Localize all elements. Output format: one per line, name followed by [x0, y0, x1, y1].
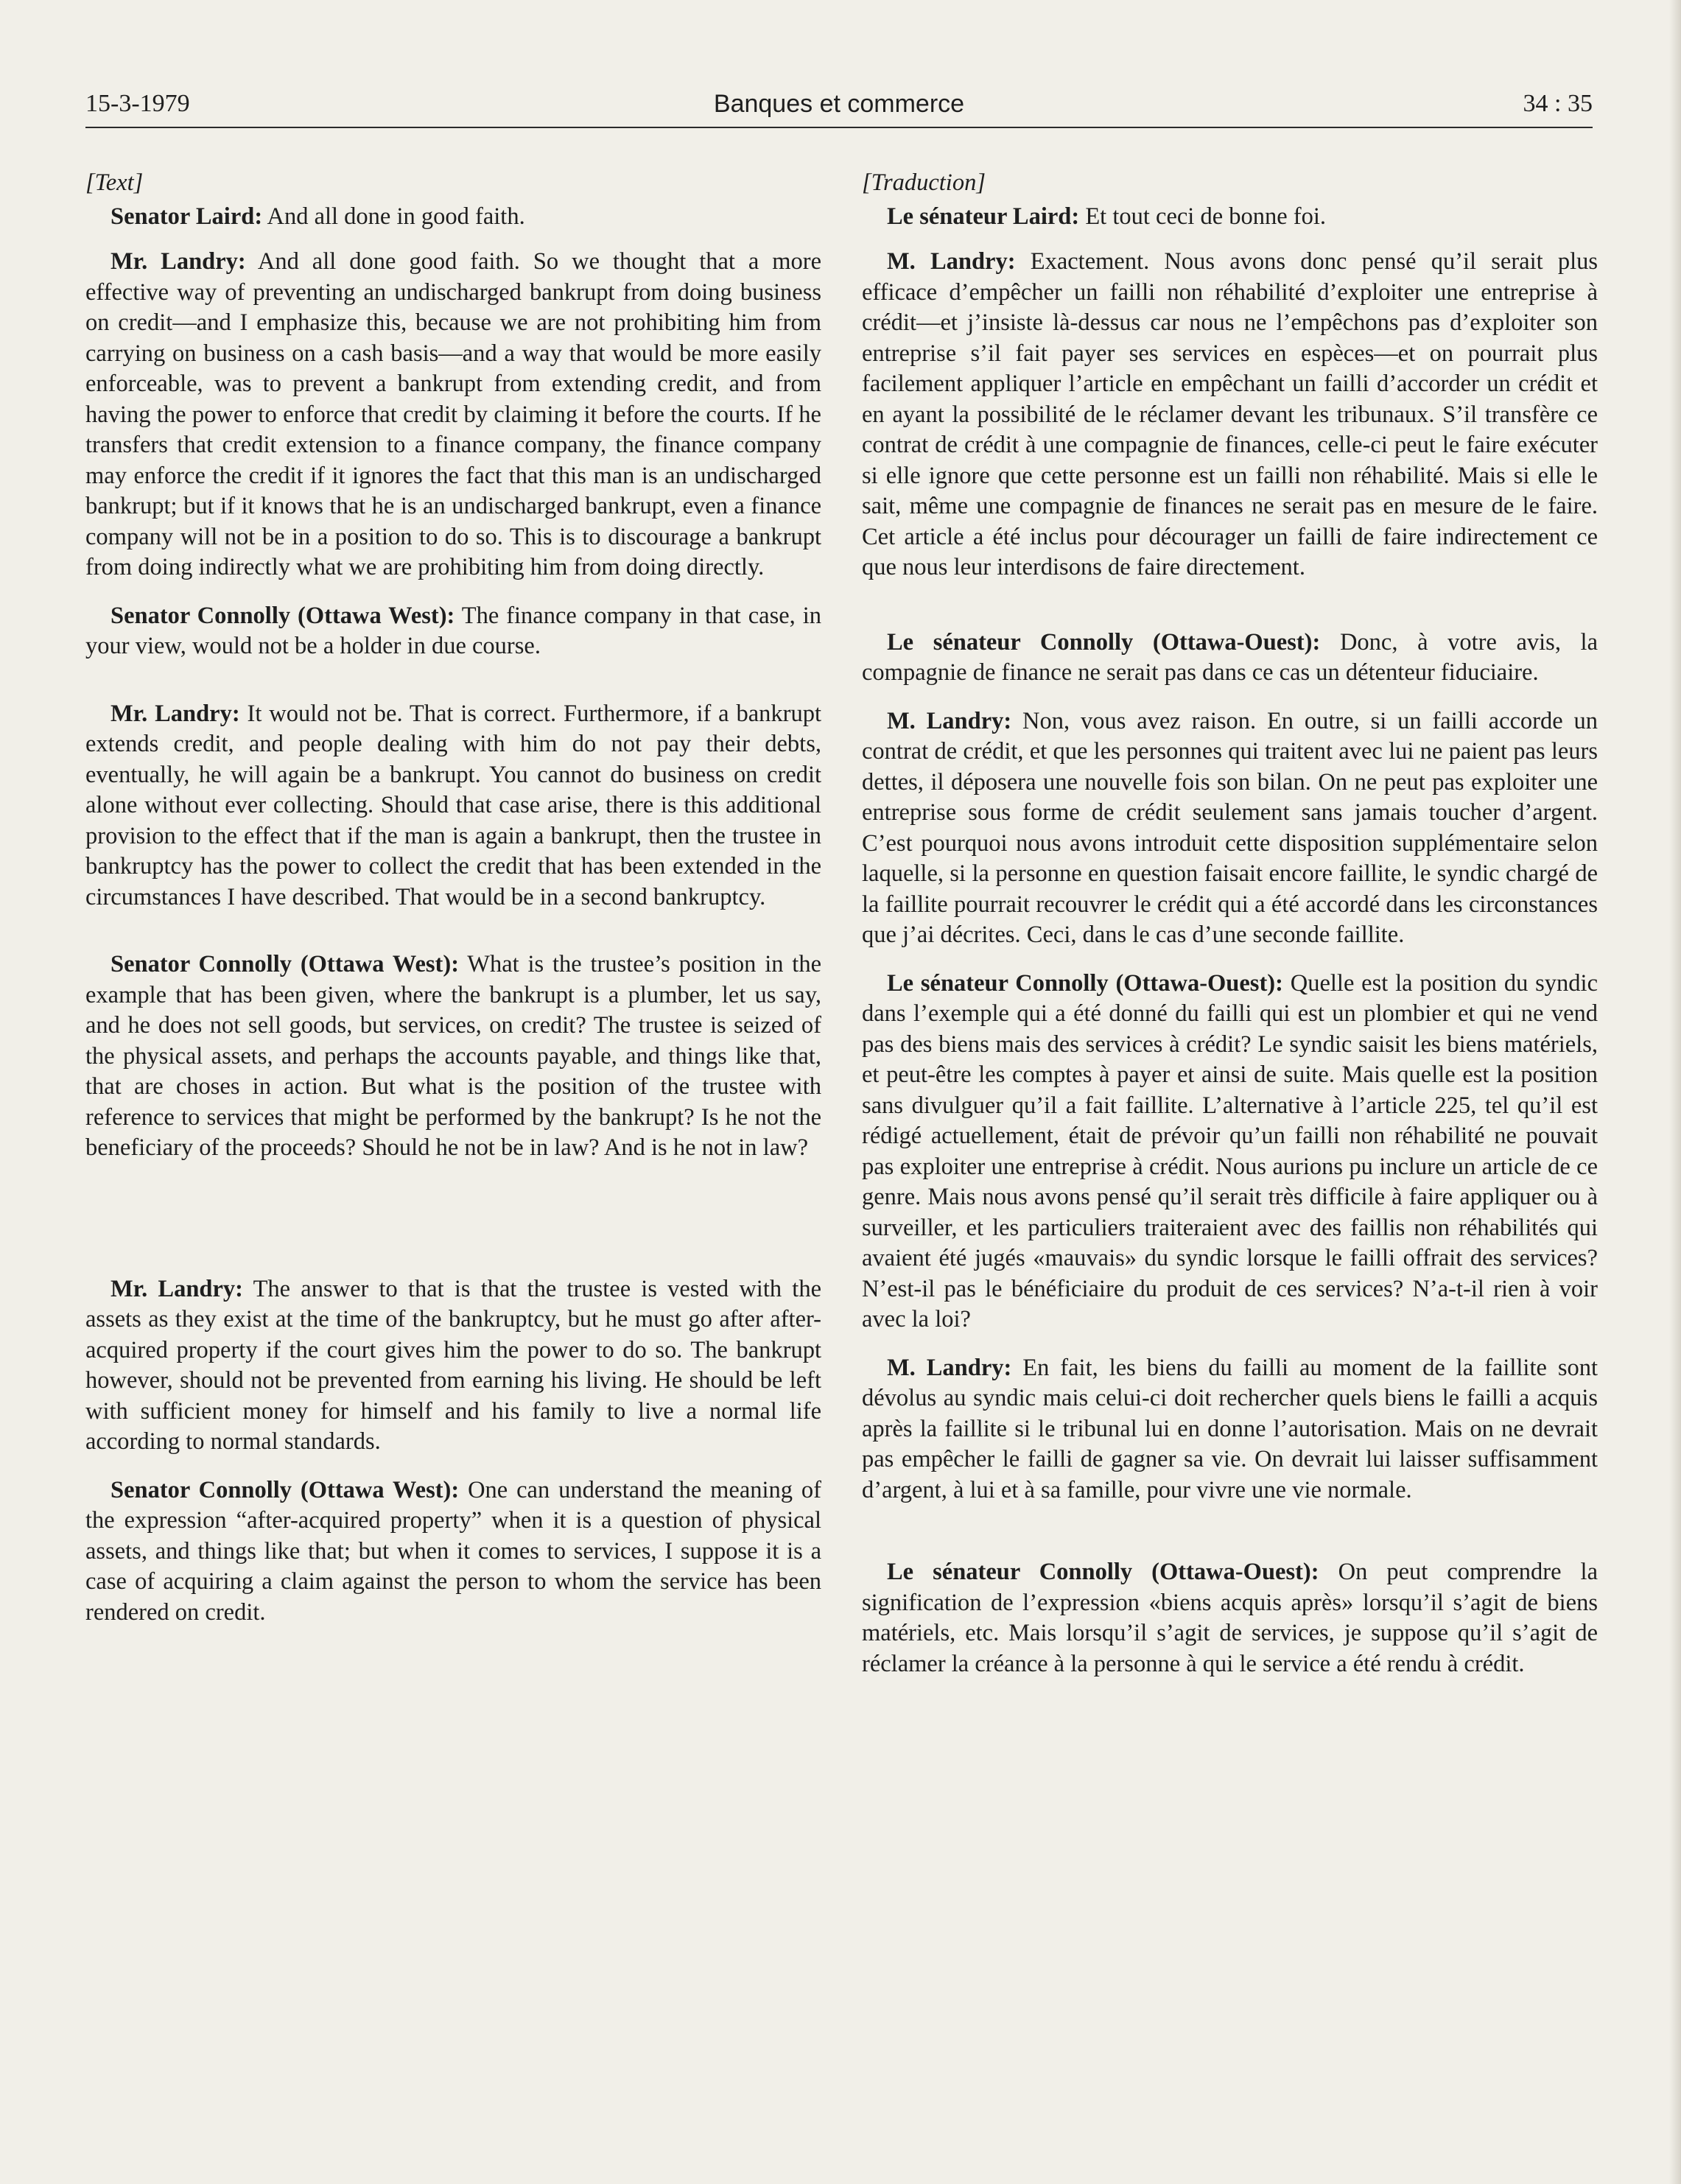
speaker-name: Mr. Landry: [110, 1275, 243, 1302]
left-column-english [85, 168, 821, 1628]
paragraph [862, 628, 1598, 689]
label-close-bracket: ] [133, 169, 144, 196]
paragraph [862, 247, 1598, 583]
paragraph-text: Exactement. Nous avons donc pensé qu’il serait plus efficace d’empêcher un failli non réhabilité d’exploiter une entreprise à crédit—et j’insiste là-dessus car nous ne l’empêchons pas d’exploiter son entreprise s’il fait payer ses services en espèces—et on pourrait plus facilement appliquer l’article en empêchant un failli d’accorder un crédit et en ayant la possibilité de le réclamer devant les tribunaux. S’il transfère ce contrat de crédit à une compagnie de finances, celle-ci peut le faire exécuter si elle ignore que cette personne est un failli non réhabilité. Mais si elle le sait, même une compagnie de finances ne serait pas en mesure de le faire. Cet article a été inclus pour décourager un failli de faire indirectement ce que nous leur interdisons de faire directement. [862, 248, 1598, 580]
speaker-name: Senator Connolly (Ottawa West): [110, 951, 460, 977]
label-text: Text [94, 169, 134, 196]
paragraph-text: Donc, à votre avis, la compagnie de finance ne serait pas dans ce cas un détenteur fiduciaire. [862, 628, 1598, 686]
paragraph [862, 1353, 1598, 1506]
paragraph-text: One can understand the meaning of the expression “after-acquired property” when it is a question of physical assets, and things like that; but when it comes to services, I suppose it is a case of acquiring a claim against the person to whom the service has been rendered on credit. [85, 1476, 821, 1626]
speaker-name: Senator Connolly (Ottawa West): [110, 1476, 460, 1503]
label-text: Traduction [871, 169, 977, 196]
paragraph [85, 949, 821, 1164]
paragraph [862, 706, 1598, 951]
paragraph [85, 699, 821, 913]
page-header [85, 85, 1593, 128]
label-close-bracket: ] [976, 169, 986, 196]
speaker-name: Le sénateur Laird: [887, 203, 1080, 230]
speaker-name: M. Landry: [887, 248, 1016, 275]
speaker-name: Senator Laird: [110, 203, 263, 230]
paragraph-text: The finance company in that case, in your view, would not be a holder in due course. [85, 602, 821, 659]
paragraph-text: The answer to that is that the trustee is vested with the assets as they exist at the time of the bankruptcy, but he must go after after-acquired property if the court gives him the power to do so. The bankrupt however, should not be prevented from earning his living. He should be left with sufficient money for himself and his family to live a normal life according to normal standards. [85, 1275, 821, 1455]
paragraph [85, 202, 821, 233]
paragraph [862, 1557, 1598, 1679]
paragraph-text: Et tout ceci de bonne foi. [1079, 203, 1327, 230]
paragraph [862, 969, 1598, 1335]
paragraph [85, 1475, 821, 1629]
paragraph-text: En fait, les biens du failli au moment de la faillite sont dévolus au syndic mais celui-ci doit rechercher quels biens le failli a acquis après la faillite si le tribunal lui en donne l’autorisation. Mais on ne devrait pas empêcher le failli de gagner sa vie. On devrait lui laisser suffisamment d’argent, à lui et à sa famille, pour vivre une vie normale. [862, 1354, 1598, 1503]
paragraph [85, 601, 821, 662]
right-column-french [862, 168, 1598, 1679]
label-open-bracket: [ [85, 169, 95, 196]
speaker-name: Le sénateur Connolly (Ottawa-Ouest): [887, 969, 1283, 997]
paragraph [862, 202, 1598, 233]
header-title: Banques et commerce [713, 90, 965, 118]
page-edge-shadow [1669, 0, 1681, 2184]
paragraph [85, 247, 821, 583]
paragraph [85, 1274, 821, 1458]
column-label [85, 168, 821, 199]
paragraph-text: On peut comprendre la signification de l’expression «biens acquis après» lorsqu’il s’agit de biens matériels, etc. Mais lorsqu’il s’agit de services, je suppose qu’il s’agit de réclamer la créance à la personne à qui le service a été rendu à crédit. [862, 1559, 1598, 1677]
header-page-number: 34 : 35 [1523, 90, 1593, 117]
label-open-bracket: [ [862, 169, 871, 196]
speaker-name: Le sénateur Connolly (Ottawa-Ouest): [887, 1559, 1319, 1585]
paragraph-text: And all done in good faith. [262, 203, 525, 230]
paragraph-text: Quelle est la position du syndic dans l’exemple qui a été donné du failli qui est un plombier et qui ne vend pas des biens mais des services à crédit? Le syndic saisit les biens matériels, et peut-être les comptes à payer et ainsi de suite. Mais quelle est la position sans divulguer qu’il a fait faillite. L’alternative à l’article 225, tel qu’il est rédigé actuellement, était de prévoir qu’un failli non réhabilité ne pouvait pas exploiter une entreprise à crédit. Nous aurions pu inclure un article de ce genre. Mais nous avons pensé qu’il serait très difficile à faire appliquer ou à surveiller, et les particuliers traiteraient avec des faillis non réhabilités qui avaient été jugés «mauvais» du syndic lorsque le failli offrait des services? N’est-il pas le bénéficiaire du produit de ces services? N’a-t-il rien à voir avec la loi? [862, 969, 1598, 1332]
paragraph-text: Non, vous avez raison. En outre, si un failli accorde un contrat de crédit, et que les personnes qui traitent avec lui ne paient pas leurs dettes, il déposera une nouvelle fois son bilan. On ne peut pas exploiter une entreprise sous forme de crédit seulement sans jamais toucher d’argent. C’est pourquoi nous avons introduit cette disposition supplémentaire selon laquelle, si la personne en question faisait encore faillite, le syndic chargé de la faillite pourrait recouvrer le crédit qui a été accordé dans les circonstances que j’ai décrites. Ceci, dans le cas d’une seconde faillite. [862, 707, 1598, 948]
speaker-name: Senator Connolly (Ottawa West): [110, 602, 455, 629]
paragraph-text: It would not be. That is correct. Furthermore, if a bankrupt extends credit, and people dealing with him do not pay their debts, eventually, he will again be a bankrupt. You cannot do business on credit alone without ever collecting. Should that case arise, there is this additional provision to the effect that if the man is again a bankrupt, then the trustee in bankruptcy has the power to collect the credit that has been extended in the circumstances I have described. That would be in a second bankruptcy. [85, 700, 821, 910]
column-label [862, 168, 1598, 199]
speaker-name: M. Landry: [887, 1354, 1012, 1381]
header-date: 15-3-1979 [85, 90, 190, 117]
speaker-name: M. Landry: [887, 707, 1012, 734]
speaker-name: Mr. Landry: [110, 700, 240, 727]
speaker-name: Le sénateur Connolly (Ottawa-Ouest): [887, 628, 1321, 656]
paragraph-text: And all done good faith. So we thought that a more effective way of preventing an undischarged bankrupt from doing business on credit—and I emphasize this, because we are not prohibiting him from carrying on business on a cash basis—and a way that would be more easily enforceable, was to prevent a bankrupt from extending credit, and from having the power to enforce that credit by claiming it before the courts. If he transfers that credit extension to a finance company, the finance company may enforce the credit if it ignores the fact that this man is an undischarged bankrupt; but if it knows that he is an undischarged bankrupt, even a finance company will not be in a position to do so. This is to discourage a bankrupt from doing indirectly what we are prohibiting him from doing directly. [85, 248, 821, 580]
paragraph-text: What is the trustee’s position in the example that has been given, where the bankrupt is a plumber, let us say, and he does not sell goods, but services, on credit? The trustee is seized of the physical assets, and perhaps the accounts payable, and things like that, that are choses in action. But what is the position of the trustee with reference to services that might be performed by the bankrupt? Is he not the beneficiary of the proceeds? Should he not be in law? And is he not in law? [85, 951, 822, 1161]
speaker-name: Mr. Landry: [110, 248, 246, 275]
